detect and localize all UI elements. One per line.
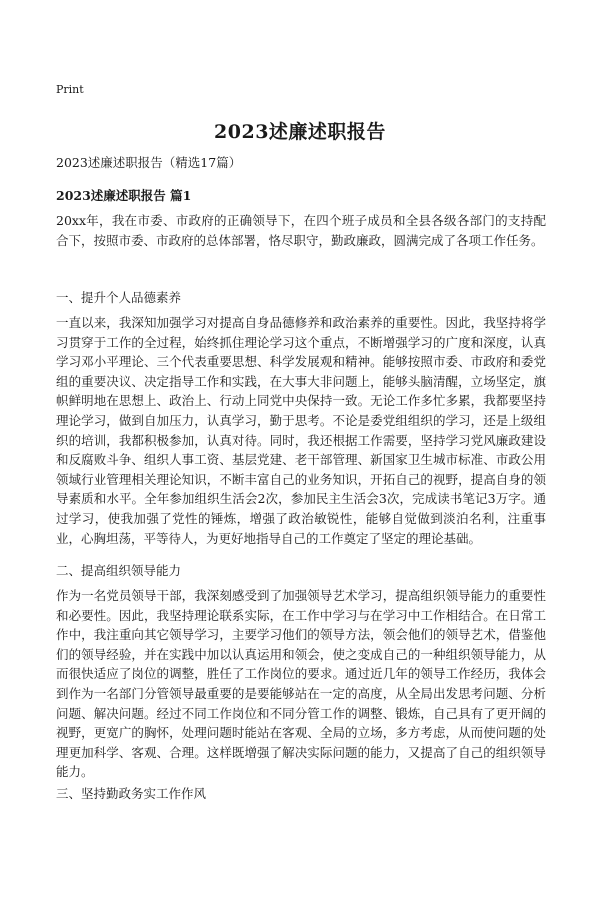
section-title: 2023述廉述职报告 篇1 — [56, 188, 192, 203]
heading-2: 二、提高组织领导能力 — [56, 563, 182, 578]
paragraph-2: 作为一名党员领导干部，我深刻感受到了加强领导艺术学习，提高组织领导能力的重要性和必要性。因此，我坚持理论联系实际，在工作中学习与在学习中工作相结合。在日常工作中，我注重向其它领导学习，主要学习他们的领导方法，领会他们的领导艺术，借鉴他们的领导经验，并在实践中加以认真运用和领会，使之变成自己的一种组织领导能力，从而很快适应了岗位的调整，胜任了工作岗位的要求。通过近几年的领导工作经历，我体会到作为一名部门分管领导最重要的是要能够站在一定的高度，从全局出发思考问题、分析问题、解决问题。经过不同工作岗位和不同分管工作的调整、锻炼，自己具有了更开阔的视野，更宽广的胸怀，处理问题时能站在客观、全局的立场，多方考虑，从而使问题的处理更加科学、客观、合理。这样既增强了解决实际问题的能力，又提高了自己的组织领导能力。 — [56, 588, 546, 780]
paragraph-1: 一直以来，我深知加强学习对提高自身品德修养和政治素养的重要性。因此，我坚持将学习贯穿于工作的全过程，始终抓住理论学习这个重点，不断增强学习的广度和深度，认真学习邓小平理论、三个代表重要思想、科学发展观和精神。能够按照市委、市政府和委党组的重要决议、决定指导工作和实践，在大事大非问题上，能够头脑清醒，立场坚定，旗帜鲜明地在思想上、政治上、行动上同党中央保持一致。无论工作多忙多累，我都要坚持理论学习，做到自加压力，认真学习，勤于思考。不论是委党组组织的学习，还是上级组织的培训，我都积极参加，认真对待。同时，我还根据工作需要，坚持学习党风廉政建设和反腐败斗争、组织人事工资、基层党建、老干部管理、新国家卫生城市标准、市政公用领域行业管理相关理论知识，不断丰富自己的业务知识，开拓自己的视野，提高自身的领导素质和水平。全年参加组织生活会2次，参加民主生活会3次，完成读书笔记3万字。通过学习，使我加强了党性的锤炼，增强了政治敏锐性，能够自觉做到淡泊名利，注重事业，心胸坦荡，平等待人，为更好地指导自己的工作奠定了坚定的理论基础。 — [56, 315, 546, 546]
heading-1: 一、提升个人品德素养 — [56, 290, 182, 305]
page-title: 2023述廉述职报告 — [214, 121, 386, 143]
document-subtitle: 2023述廉述职报告（精选17篇） — [56, 155, 242, 170]
print-label: Print — [56, 83, 84, 96]
intro-paragraph: 20xx年，我在市委、市政府的正确领导下，在四个班子成员和全县各级各部门的支持配合下，按照市委、市政府的总体部署，恪尽职守，勤政廉政，圆满完成了各项工作任务。 — [56, 213, 546, 248]
heading-3: 三、坚持勤政务实工作作风 — [56, 786, 207, 801]
